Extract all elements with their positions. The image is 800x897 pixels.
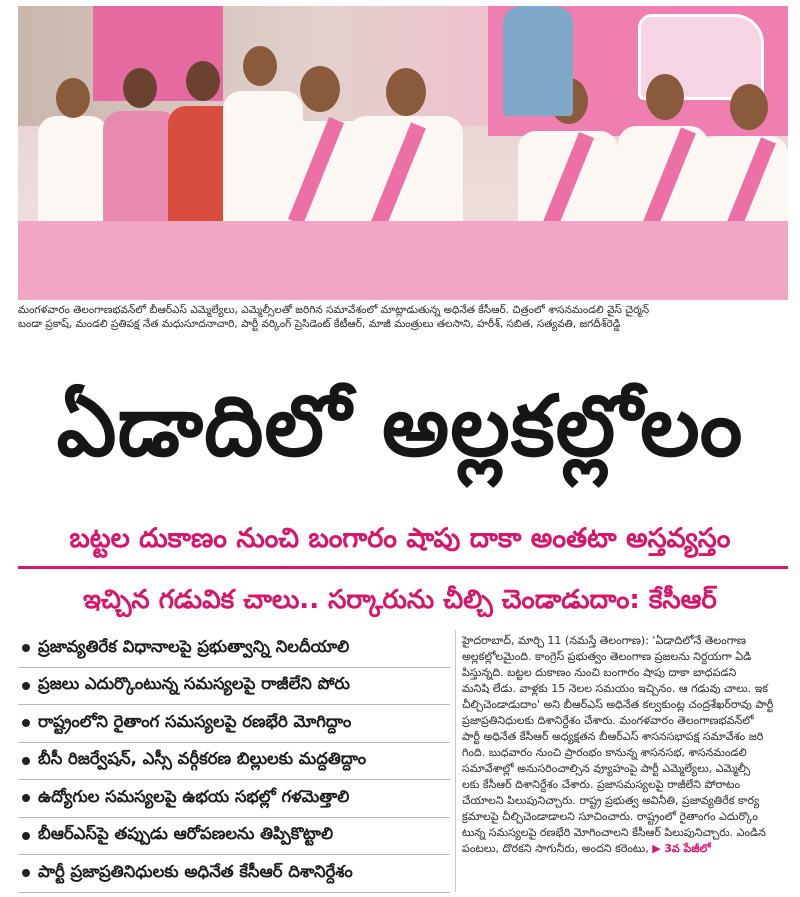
- news-photo: [18, 6, 788, 300]
- caption-line-2: బండా ప్రకాష్, మండలి ప్రతిపక్ష నేత మధుసూదనాచారి, పార్టీ వర్కింగ్ ప్రెసిడెంట్ కేటీఆర్, మాజీ మంత్రులు తలసాని, హరీశ్, సబిత, సత్యవతి, జగదీశ్‌రెడ్డి: [18, 318, 621, 330]
- article-line: అల్లకల్లోలమైంది. కాంగ్రెస్ ప్రభుత్వం తెలంగాణ ప్రజలను నిర్దయగా ఏడి: [462, 650, 752, 663]
- bullet-text: బీఆర్ఎస్‌పై తప్పుడు ఆరోపణలను తిప్పికొట్టాలి: [38, 824, 334, 844]
- article-line: సమావేశాల్లో అనుసరించాల్సిన వ్యూహంపై పార్టీ ఎమ్మెల్యేలు, ఎమ్మెల్సీ: [462, 762, 751, 775]
- photo-head-1: [56, 78, 90, 118]
- bullet-item: [18, 630, 450, 668]
- bullet-item: [18, 780, 450, 818]
- photo-person-standing: [503, 6, 573, 116]
- bullet-item: [18, 668, 450, 706]
- article-line: లకు కేసీఆర్ దిశానిర్దేశం చేశారు. ప్రజాసమస్యలపై రాజీలేని పోరాటం: [462, 778, 741, 791]
- article-body: [462, 633, 788, 857]
- bullet-text: పార్టీ ప్రజాప్రతినిధులకు అధినేత కేసీఆర్ దిశానిర్దేశం: [38, 861, 353, 881]
- subheadline-2: ఇచ్చిన గడువిక చాలు.. సర్కారును చీల్చి చెండాడుదాం: కేసీఆర్: [83, 585, 717, 615]
- article-line-last: [462, 841, 788, 857]
- photo-caption: [18, 303, 788, 331]
- bullet-dot-icon: [22, 644, 30, 652]
- bullet-dot-icon: [22, 869, 30, 877]
- continued-page-link[interactable]: 3వ పేజీలో: [664, 842, 711, 855]
- article-line: గింది. బుధవారం నుంచి ప్రారంభం కానున్న శాసనసభ, శాసనమండలి: [462, 746, 747, 759]
- subheadline-1: బట్టల దుకాణం నుంచి బంగారం షాపు దాకా అంతటా అస్తవ్యస్తం: [69, 523, 731, 554]
- column-divider: [455, 630, 456, 892]
- article-line: హైదరాబాద్, మార్చి 11 (నమస్తే తెలంగాణ): 'ఏడాదిలోనే తెలంగాణ: [462, 634, 746, 647]
- bullet-dot-icon: [22, 682, 30, 690]
- bullet-dot-icon: [22, 832, 30, 840]
- bullet-item: [18, 855, 450, 893]
- article-line: క్రమాలపై చీల్చిచెండాడాలని సూచించారు. రాష్ట్రంలో రైతాంగం ఎదుర్కొం: [462, 810, 758, 823]
- photo-head-6: [386, 68, 426, 116]
- photo-head-3: [186, 61, 220, 101]
- article-line: చీల్చిచెండాడుదాం' అని బీఆర్ఎస్ అధినేత కల్వకుంట్ల చంద్రశేఖర్‌రావు పార్టీ: [462, 698, 774, 711]
- bullet-dot-icon: [22, 719, 30, 727]
- photo-person-1: [38, 116, 108, 236]
- bullet-text: ప్రజావ్యతిరేక విధానాలపై ప్రభుత్వాన్ని నిలదీయాలి: [38, 636, 350, 656]
- photo-person-2: [103, 111, 178, 236]
- article-line: పంటలు, దొరకని సాగునీరు, అందని కరెంటు,: [462, 842, 649, 855]
- article-line: పిస్తున్నది. బట్టల దుకాణం నుంచి బంగారం షాపు దాకా బాధపడని: [462, 666, 737, 679]
- article-line: ప్రజాప్రతినిధులకు దిశానిర్దేశం చేశారు. మంగళవారం తెలంగాణభవన్‌లో: [462, 714, 754, 727]
- highlight-bullets: [18, 630, 450, 893]
- bullet-text: ప్రజలు ఎదుర్కొంటున్న సమస్యలపై రాజీలేని పోరు: [38, 674, 350, 694]
- photo-head-9: [730, 84, 768, 130]
- divider-rule: [18, 566, 788, 569]
- photo-head-4: [243, 46, 277, 86]
- bullet-text: బీసీ రిజర్వేషన్, ఎస్సీ వర్గీకరణ బిల్లులకు మద్దతిద్దాం: [38, 749, 367, 769]
- photo-head-2: [123, 68, 157, 108]
- photo-head-8: [646, 74, 684, 120]
- article-line: చేయాలని పిలుపునిచ్చారు. రాష్ట్ర ప్రభుత్వ అవినీతి, ప్రజావ్యతిరేక కార్య: [462, 794, 760, 807]
- bullet-item: [18, 818, 450, 856]
- caption-line-1: మంగళవారం తెలంగాణభవన్‌లో బీఆర్ఎస్ ఎమ్మెల్యేలు, ఎమ్మెల్సీలతో జరిగిన సమావేశంలో మాట్లాడుతున్న అధినేత కేసీఆర్. చిత్రంలో శాసనమండలి వైస్ చైర్మన్: [18, 304, 650, 316]
- bullet-item: [18, 705, 450, 743]
- continued-arrow-icon: ▶: [652, 842, 661, 855]
- bullet-item: [18, 743, 450, 781]
- photo-table: [18, 221, 788, 300]
- article-line: పార్టీ అధినేత కేసీఆర్ అధ్యక్షతన బీఆర్ఎస్ శాసనసభాపక్ష సమావేశం జరి: [462, 730, 764, 743]
- article-line: టున్న సమస్యలపై రణభేరి మోగించాలని కేసీఆర్ పిలుపునిచ్చారు. ఎండిన: [462, 826, 766, 839]
- main-headline: ఏడాదిలో అల్లకల్లోలం: [56, 377, 744, 475]
- bullet-dot-icon: [22, 757, 30, 765]
- bullet-text: రాష్ట్రంలోని రైతాంగ సమస్యలపై రణభేరి మోగిద్దాం: [38, 711, 352, 731]
- article-line: మనిషి లేడు. వాళ్లకు 15 నెలల సమయం ఇచ్చినం. ఆ గడువు చాలు. ఇక: [462, 682, 768, 695]
- bullet-text: ఉద్యోగుల సమస్యలపై ఉభయ సభల్లో గళమెత్తాలి: [38, 786, 350, 806]
- photo-head-5: [300, 66, 340, 112]
- bullet-dot-icon: [22, 794, 30, 802]
